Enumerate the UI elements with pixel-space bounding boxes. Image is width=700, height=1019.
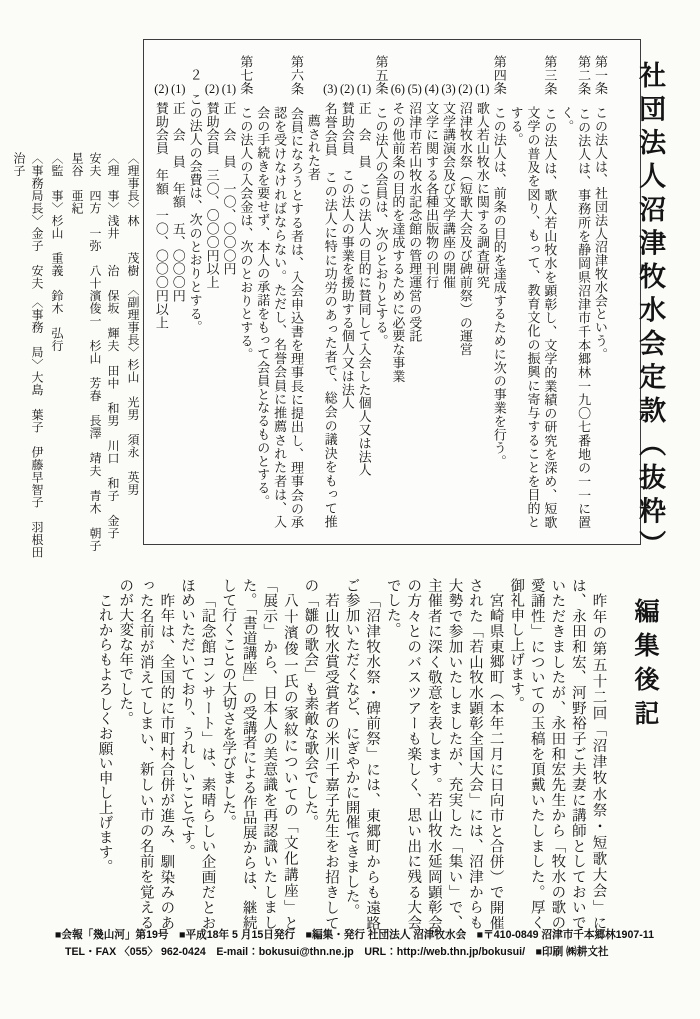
colophon-footer: [55, 927, 695, 961]
charter-article-4-item-2: (2)沼津牧水祭（短歌大会及び碑前祭）の運営: [457, 82, 473, 357]
charter-article-4-item-3: (3)文学講演会及び文学講座の開催: [441, 82, 457, 290]
charter-article-7-item-1: (1)正 会 員 一〇、〇〇〇円: [221, 82, 237, 276]
charter-article-7-clause-2-item-2: (2)賛助会員 年額 一〇、〇〇〇円以上: [153, 82, 169, 330]
charter-article-1: 第一条この法人は、社団法人沼津牧水会という。: [593, 55, 609, 361]
charter-title: 社団法人沼津牧水会定款（抜粋）: [635, 61, 666, 564]
charter-article-4-item-6: (6)その他前条の目的を達成するために必要な事業: [390, 82, 406, 384]
officer-group-chairman: 〈理事長〉林 茂樹 〈副理事長〉杉山 光男 須永 英男: [126, 152, 140, 496]
charter-article-4-item-5: (5)沼津市若山牧水記念館の管理運営の受託: [407, 82, 423, 343]
officers-list: [12, 152, 142, 565]
postscript-title: 編集後記: [631, 598, 658, 734]
postscript-paragraph-1: 昨年の第五十二回「沼津牧水祭・短歌大会」には、永田和宏、河野裕子ご夫妻に講師としておいでいただきましたが、永田和宏先生から「牧水の歌の愛誦性」についての玉稿を頂戴いたしました。厚く御礼申し上げます。: [508, 578, 607, 930]
postscript-paragraph-2: 宮崎県東郷町（本年二月に日向市と合併）で開催された「若山牧水顕彰全国大会」には、沼津からも大勢で参加いたしましたが、充実した「集い」で、主催者に深く敬意を表します。若山牧水延岡顕彰会の方々とのバスツアーも楽しく、思い出に残る大会でした。: [384, 578, 504, 930]
charter-article-5-item-1: (1)正 会 員 この法人の目的に賛同して入会した個人又は法人: [356, 82, 372, 477]
footer-publication-line: ■会報「幾山河」第19号 ■平成18年 5 月15日発行 ■編集・発行 社団法人 沼津牧水会 ■〒410-0849 沼津市千本郷林1907-11: [55, 929, 654, 941]
charter-box: [143, 39, 666, 564]
charter-article-7-clause-2: ２この法人の会費は、次のとおりとする。: [187, 68, 203, 334]
postscript-paragraph-5: 八十濱俊一氏の家紋についての「文化講座」と「展示」から、日本人の美意識を再認識いたしました。「書道講座」の受講者による作品展からは、継続して行くことの大切さを学びました。: [220, 578, 298, 930]
charter-article-5: 第五条この法人の会員は、次のとおりとする。: [373, 55, 389, 348]
officer-group-secretariat: 〈事務局長〉金子 安夫 〈事務 局〉大島 葉子 伊藤早智子 羽根田治子: [12, 152, 44, 559]
charter-article-7-clause-2-item-1: (1)正 会 員 年額 五、〇〇〇円: [170, 82, 186, 303]
postscript-section: [18, 578, 676, 930]
charter-article-5-item-3: (3)名誉会員 この法人に特に功労のあった者で、総会の議決をもって推薦された者: [305, 82, 338, 529]
postscript-paragraph-8: これからもよろしくお願い申し上げます。: [96, 592, 113, 874]
officer-group-auditors: 〈監 事〉杉山 重義 鈴木 弘行: [50, 152, 64, 352]
charter-article-2: 第二条この法人は、事務所を静岡県沼津市千本郷林一九〇七番地の一一に置く。: [559, 55, 592, 529]
postscript-paragraph-6: 「記念館コンサート」は、素晴らしい企画だとおほめいただいており、うれしいことです。: [178, 578, 216, 930]
charter-article-7-item-2: (2)賛助会員 三〇、〇〇〇円以上: [204, 82, 220, 290]
postscript-paragraph-3: 「沼津牧水祭・碑前祭」には、東郷町からも遠路ご参加いただくなど、にぎやかに開催できました。: [343, 578, 381, 930]
charter-article-7: 第七条この法人の入会金は、次のとおりとする。: [238, 55, 254, 361]
charter-article-4-item-1: (1)歌人若山牧水に関する調査研究: [474, 82, 490, 290]
charter-article-6: 第六条会員になろうとする者は、入会申込書を理事長に提出し、理事会の承認を受けなければならない。ただし、名誉会員に推薦された者は、入会の手続きを要せず、本人の承諾をもって会員となるものとする。: [255, 55, 305, 529]
postscript-paragraph-7: 昨年は、全国的に市町村合併が進み、馴染みのあった名前が消えてしまい、新しい市の名前を覚えるのが大変な年でした。: [117, 578, 175, 930]
charter-text: [144, 40, 697, 564]
charter-article-4: 第四条この法人は、前条の目的を達成するために次の事業を行う。: [491, 55, 507, 469]
footer-contact-line: TEL・FAX 〈055〉 962-0424 E-mail：bokusui@thn.ne.jp URL：http://web.thn.jp/bokusui/ ■印刷 ㈱耕文社: [65, 945, 609, 958]
postscript-paragraph-4: 若山牧水賞受賞者の米川千嘉子先生をお招きしての「雛の歌会」も素敵な歌会でした。: [302, 578, 339, 930]
charter-article-4-item-4: (4)文学に関する各種出版物の刊行: [424, 82, 440, 290]
charter-article-5-item-2: (2)賛助会員 この法人の事業を援助する個人又は法人: [339, 82, 355, 410]
officer-group-directors: 〈理 事〉浅井 治 保坂 輝夫 田中 和男 川口 和子 金子 安夫 四方 一弥 八十濱俊一 杉山 芳春 長澤 靖夫 青木 朝子 星谷 亜紀: [70, 152, 120, 565]
charter-article-3: 第三条この法人は、歌人若山牧水を顕彰し、文学的業績の研究を深め、短歌文学の普及を図り、もって、教育文化の振興に寄与することを目的とする。: [508, 55, 558, 529]
